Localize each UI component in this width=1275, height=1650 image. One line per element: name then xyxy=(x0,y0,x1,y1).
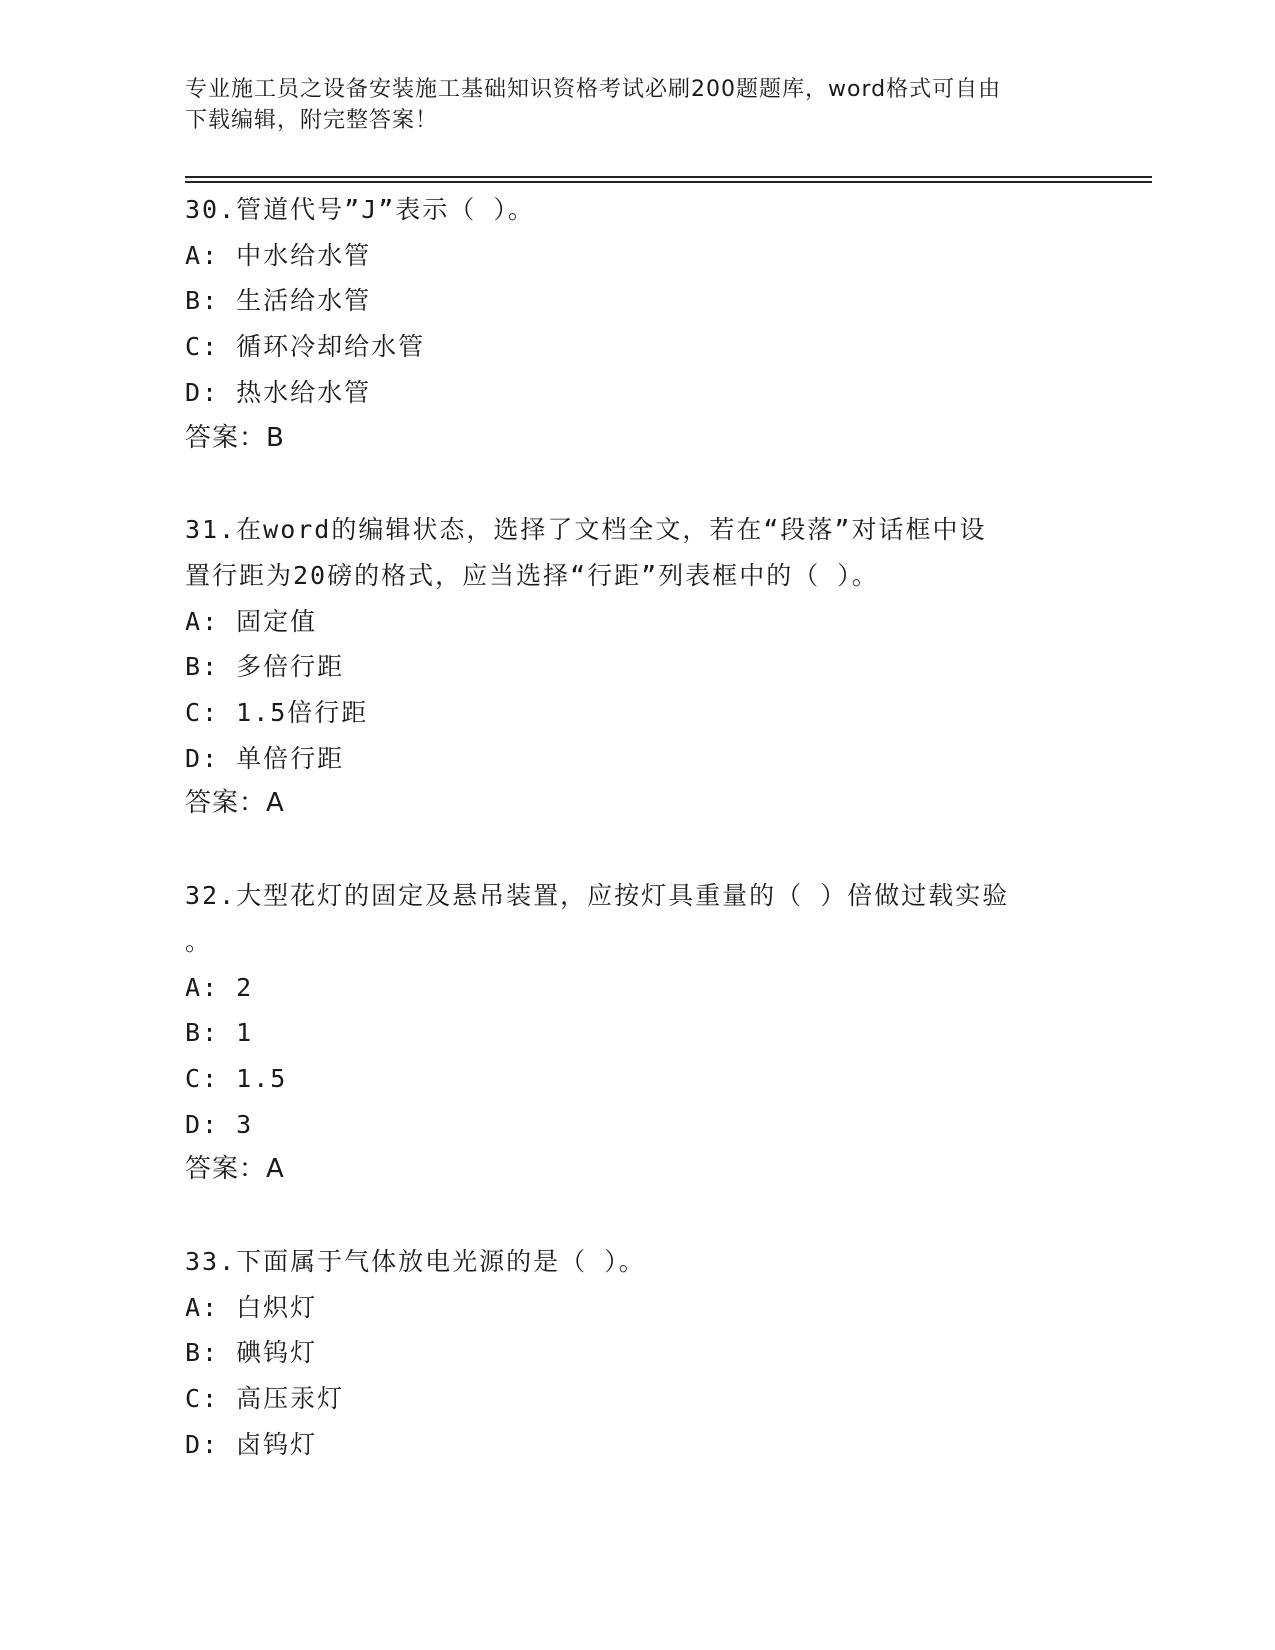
option-b: B: 碘钨灯 xyxy=(185,1338,318,1368)
option-b: B: 生活给水管 xyxy=(185,286,372,316)
question-list xyxy=(185,187,1085,1514)
header-divider-bottom xyxy=(185,181,1152,183)
question-stem-continued: 。 xyxy=(185,926,213,956)
header-divider-top xyxy=(185,176,1152,178)
option-a: A: 固定值 xyxy=(185,606,318,636)
option-a: A: 白炽灯 xyxy=(185,1292,318,1322)
header-line-1: 专业施工员之设备安装施工基础知识资格考试必刷200题题库，word格式可自由 xyxy=(185,77,1002,102)
question-stem: 30.管道代号”J”表示（ ）。 xyxy=(185,195,535,224)
question-33 xyxy=(185,1239,1085,1468)
question-stem: 31.在word的编辑状态，选择了文档全文，若在“段落”对话框中设 xyxy=(185,515,987,545)
question-32 xyxy=(185,873,1085,1193)
document-header xyxy=(185,74,1065,136)
question-31 xyxy=(185,507,1085,827)
option-c: C: 循环冷却给水管 xyxy=(185,332,426,362)
question-stem-continued: 置行距为20磅的格式，应当选择“行距”列表框中的（ ）。 xyxy=(185,560,879,590)
option-d: D: 卤钨灯 xyxy=(185,1429,318,1459)
answer-line: 答案：A xyxy=(185,788,285,819)
question-30 xyxy=(185,187,1085,461)
header-line-2: 下载编辑，附完整答案！ xyxy=(185,108,439,133)
option-b: B: 多倍行距 xyxy=(185,652,345,682)
option-c: C: 1.5 xyxy=(185,1063,288,1093)
option-d: D: 热水给水管 xyxy=(185,377,372,407)
option-c: C: 1.5倍行距 xyxy=(185,698,369,728)
option-d: D: 单倍行距 xyxy=(185,743,345,773)
question-stem: 33.下面属于气体放电光源的是（ ）。 xyxy=(185,1247,646,1277)
option-c: C: 高压汞灯 xyxy=(185,1384,345,1414)
question-stem: 32.大型花灯的固定及悬吊装置，应按灯具重量的（ ）倍做过载实验 xyxy=(185,881,1010,911)
option-a: A: 2 xyxy=(185,972,254,1002)
answer-line: 答案：B xyxy=(185,422,285,453)
answer-line: 答案：A xyxy=(185,1154,285,1185)
option-a: A: 中水给水管 xyxy=(185,240,372,270)
option-b: B: 1 xyxy=(185,1018,254,1048)
option-d: D: 3 xyxy=(185,1109,254,1139)
